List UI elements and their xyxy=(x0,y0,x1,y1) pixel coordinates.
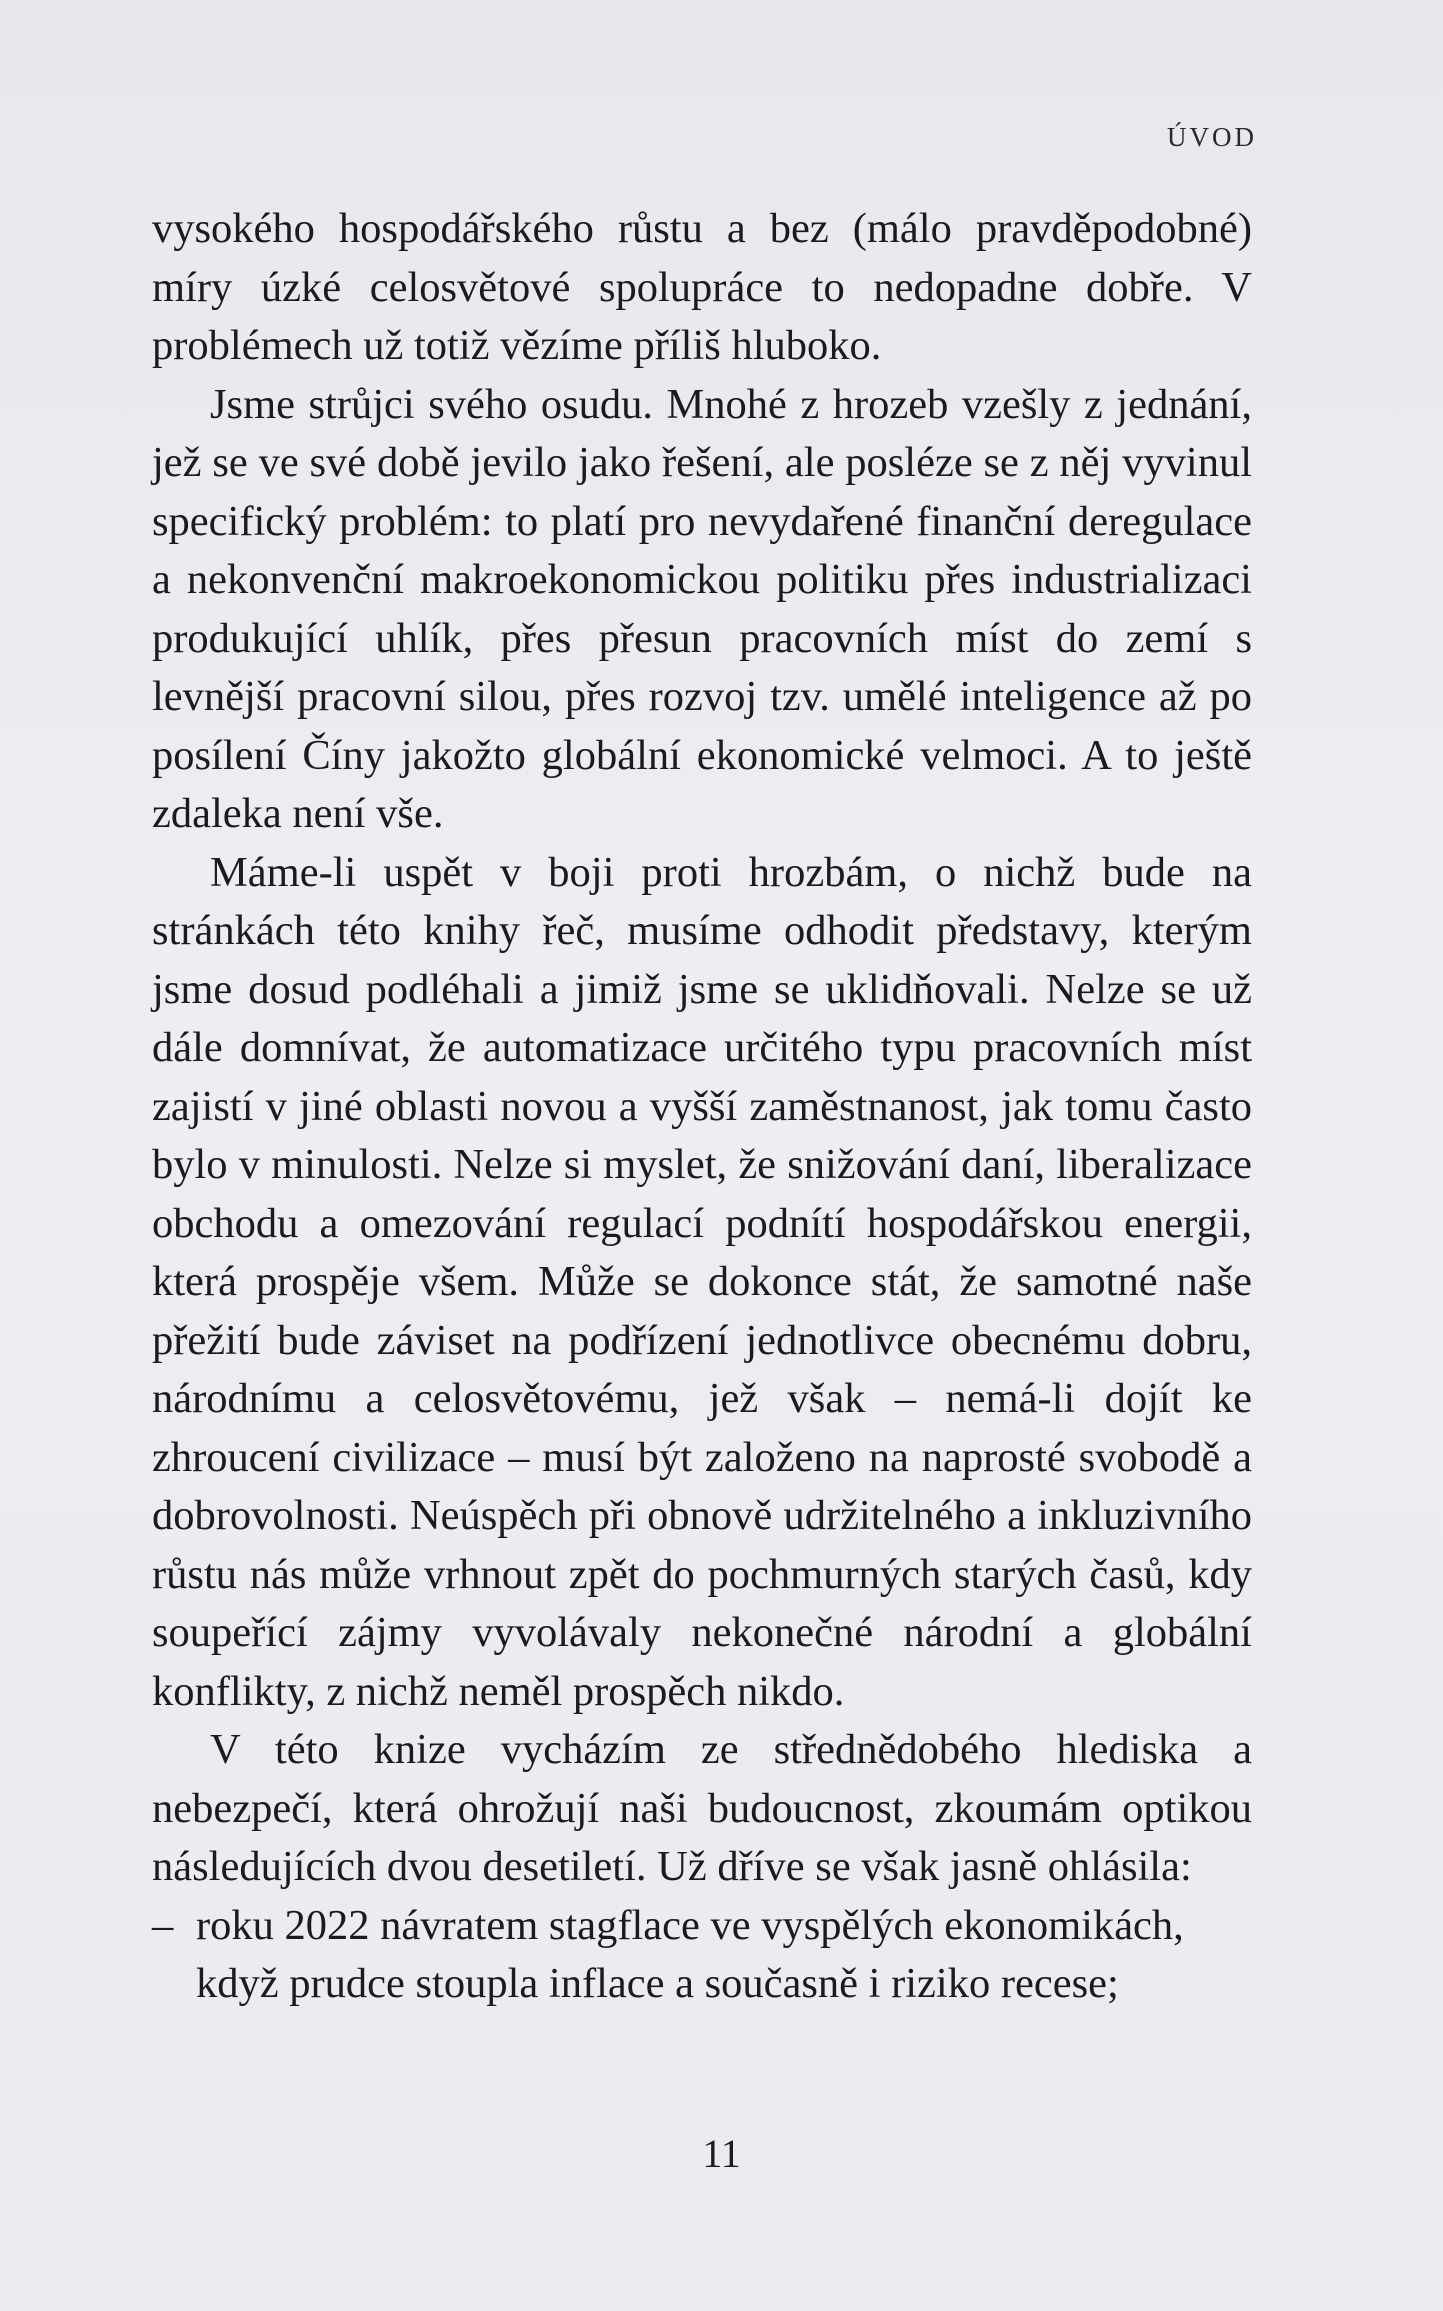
bullet-list xyxy=(152,1897,1252,2014)
running-head: ÚVOD xyxy=(1167,122,1257,152)
page-number: 11 xyxy=(702,2131,741,2176)
dash-marker: – xyxy=(152,1901,174,1949)
list-item xyxy=(152,1897,1252,2014)
paragraph-1: vysokého hospodářského růstu a bez (málo pravděpodobné) míry úzké celosvětové spolupráce to nedopadne dobře. V problémech už totiž vězíme příliš hluboko. xyxy=(152,205,1252,369)
paragraph-3: Máme-li uspět v boji proti hrozbám, o nichž bude na stránkách této knihy řeč, musíme odhodit představy, kterým jsme dosud podléhali a jimiž jsme se uklidňovali. Nelze se už dále domnívat, že automatizace určitého typu pracovních míst zajistí v jiné oblasti novou a vyšší zaměstnanost, jak tomu často bylo v minulosti. Nelze si myslet, že snižování daní, liberalizace obchodu a omezování regulací podnítí hospodářskou energii, která prospěje všem. Může se dokonce stát, že samotné naše přežití bude záviset na podřízení jednotlivce obecnému dobru, národnímu a celosvětovému, jež však – nemá-li dojít ke zhroucení civilizace – musí být založeno na naprosté svobodě a dobrovolnosti. Neúspěch při obnově udržitelného a inkluzivního růstu nás může vrhnout zpět do pochmurných starých časů, kdy soupeřící zájmy vyvolávaly nekonečné národní a globální konflikty, z nichž neměl prospěch nikdo. xyxy=(152,848,1252,1715)
paragraph-4: V této knize vycházím ze střednědobého hlediska a nebezpečí, která ohrožují naši budoucnost, zkoumám optikou následujících dvou desetiletí. Už dříve se však jasně ohlásila: xyxy=(152,1726,1252,1890)
paragraph-2: Jsme strůjci svého osudu. Mnohé z hrozeb vzešly z jednání, jež se ve své době jevilo jako řešení, ale posléze se z něj vyvinul specifický problém: to platí pro nevydařené finanční deregulace a nekonvenční makroekonomickou politiku přes industrializaci produkující uhlík, přes přesun pracovních míst do zemí s levnější pracovní silou, přes rozvoj tzv. umělé inteligence až po posílení Číny jakožto globální ekonomické velmoci. A to ještě zdaleka není vše. xyxy=(152,380,1252,837)
list-item-text: roku 2022 návratem stagflace ve vyspělých ekonomikách, když prudce stoupla inflace a současně i riziko recese; xyxy=(196,1901,1184,2007)
body-text xyxy=(152,200,1252,2014)
